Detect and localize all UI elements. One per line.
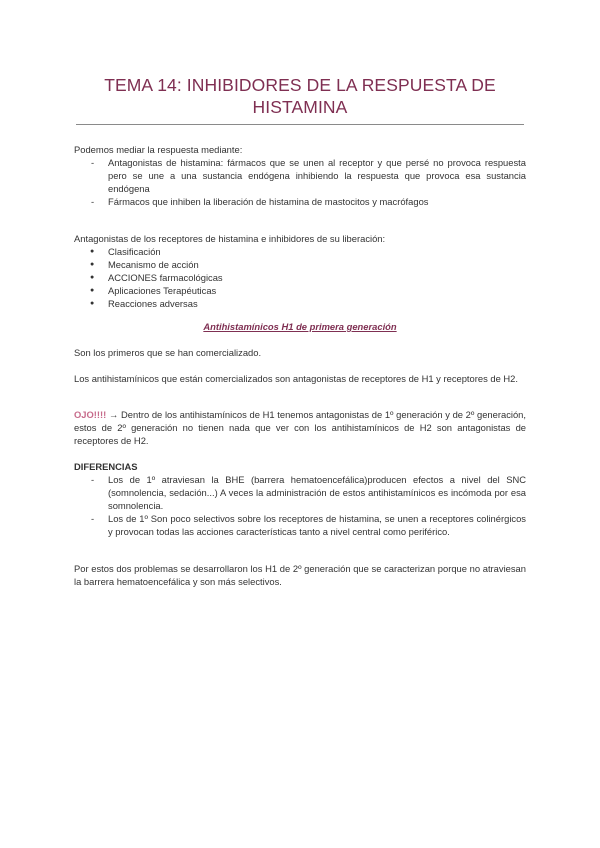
page-title: TEMA 14: INHIBIDORES DE LA RESPUESTA DE HISTAMINA — [104, 75, 496, 117]
antagonists-intro: Antagonistas de los receptores de histamina e inhibidores de su liberación: — [74, 233, 386, 244]
ojo-label: OJO!!!! — [74, 409, 107, 420]
section-heading: Antihistamínicos H1 de primera generación — [203, 321, 397, 332]
intro-text: Podemos mediar la respuesta mediante: — [74, 144, 243, 155]
topics-list — [74, 245, 526, 310]
intro-section — [74, 143, 526, 208]
paragraph-first: Son los primeros que se han comercializado. — [74, 347, 262, 358]
difference-item: - Los de 1º atraviesan la BHE (barrera hematoencefálica)producen efectos a nivel del SNC (somnolencia, sedación...) A veces la administración de estos antihistamínicos es incómoda por esa somnolencia. — [74, 473, 526, 512]
topic-item: ● Mecanismo de acción — [74, 258, 526, 271]
paragraph-commercialized: Los antihistamínicos que están comercializados son antagonistas de receptores de H1 y receptores de H2. — [74, 373, 518, 384]
topic-item: ● Aplicaciones Terapéuticas — [74, 284, 526, 297]
intro-list-item: - Antagonistas de histamina: fármacos que se unen al receptor y que persé no provoca respuesta pero se une a una sustancia endógena inhibiendo la respuesta que provoca esa sustancia endógena — [74, 156, 526, 195]
antagonists-section — [74, 232, 526, 310]
differences-list — [74, 473, 526, 538]
topic-item: ● Clasificación — [74, 245, 526, 258]
differences-heading: DIFERENCIAS — [74, 461, 138, 472]
closing-paragraph: Por estos dos problemas se desarrollaron los H1 de 2º generación que se caracterizan porque no atraviesan la barrera hematoencefálica y son más selectivos. — [74, 563, 526, 587]
intro-list-item: - Fármacos que inhiben la liberación de histamina de mastocitos y macrófagos — [74, 195, 526, 208]
topic-item: ● Reacciones adversas — [74, 297, 526, 310]
ojo-paragraph — [74, 408, 526, 447]
ojo-text: → Dentro de los antihistamínicos de H1 tenemos antagonistas de 1º generación y de 2º generación, estos de 2º generación no tienen nada que ver con los antihistamínicos de H2 son antagonistas de receptores de H2. — [74, 409, 526, 446]
difference-item: - Los de 1º Son poco selectivos sobre los receptores de histamina, se unen a receptores colinérgicos y provocan todas las acciones características tanto a nivel central como periférico. — [74, 512, 526, 538]
title-divider — [76, 124, 524, 125]
differences-section — [74, 460, 526, 538]
topic-item: ● ACCIONES farmacológicas — [74, 271, 526, 284]
intro-list — [74, 156, 526, 208]
